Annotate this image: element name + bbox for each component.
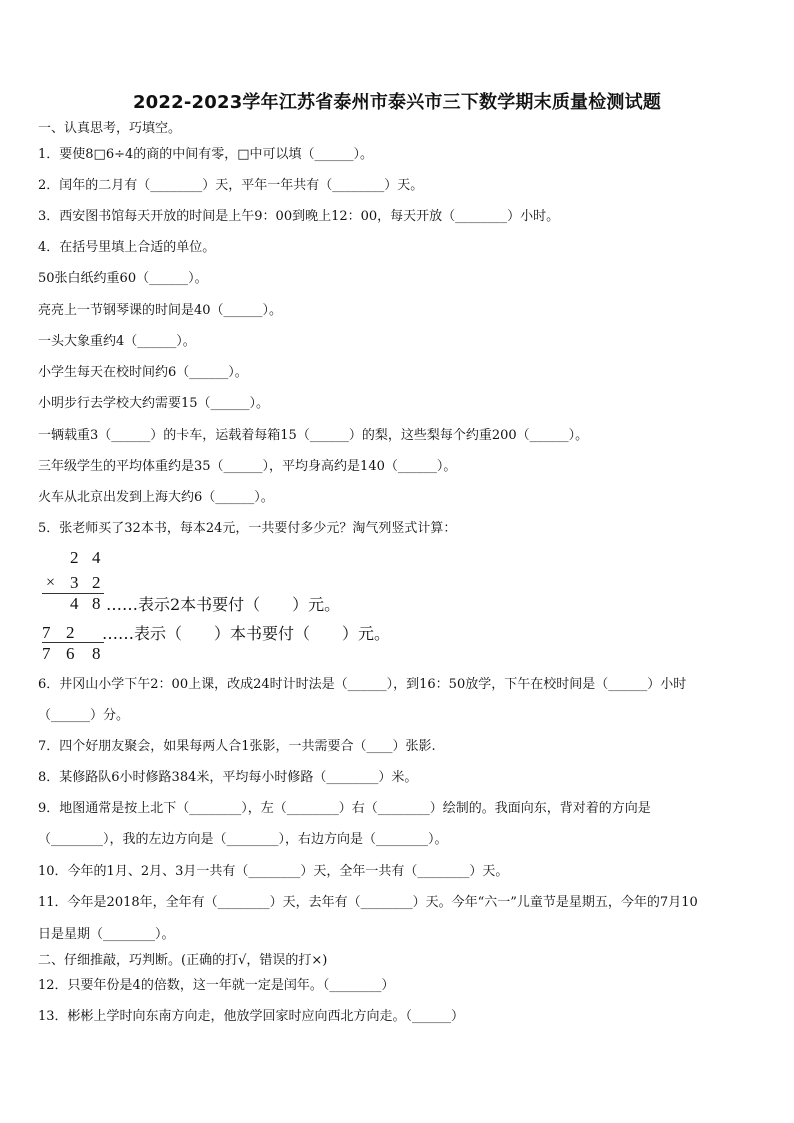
question-9-cont: （________），我的左边方向是（________），右边方向是（________）。 [38,832,448,847]
question-9: 9．地图通常是按上北下（________），左（________）右（________）绘制的。我面向东，背对着的方向是 [38,801,651,816]
question-5: 5．张老师买了32本书，每本24元，一共要付多少元？淘气列竖式计算： [38,521,457,536]
question-7: 7．四个好朋友聚会，如果每两人合1张影，一共需要合（____）张影. [38,739,436,754]
question-6-cont: （______）分。 [38,708,130,723]
calc-digit: 7 [42,644,51,663]
calc-digit: 4 [92,548,101,567]
calc-digit: 6 [66,644,75,663]
unit-item: 一头大象重约4（______）。 [38,334,196,349]
calc-digit: 8 [92,644,101,663]
question-1: 1．要使8□6÷4的商的中间有零，□中可以填（______）。 [38,147,374,162]
question-11: 11．今年是2018年，全年有（________）天，去年有（________）天。今年“六一”儿童节是星期五，今年的7月10 [38,895,698,910]
question-8: 8．某修路队6小时修路384米，平均每小时修路（________）米。 [38,770,418,785]
calc-digit: 3 [70,573,79,592]
calc-rule [42,642,104,643]
calc-digit: 8 [92,594,101,613]
question-11-cont: 日是星期（________）。 [38,927,175,942]
section-heading-1: 一、认真思考，巧填空。 [38,121,182,136]
multiply-sign: × [46,574,56,591]
question-13: 13．彬彬上学时向东南方向走，他放学回家时应向西北方向走。（______） [38,1009,465,1024]
calc-digit: 7 [42,623,51,642]
question-3: 3．西安图书馆每天开放的时间是上午9：00到晚上12：00，每天开放（________）小时。 [38,209,560,224]
page-title: 2022-2023学年江苏省泰州市泰兴市三下数学期末质量检测试题 [132,92,662,113]
calc-digit: 2 [66,623,75,642]
section-heading-2: 二、仔细推敲，巧判断。(正确的打√，错误的打×) [38,953,328,968]
vertical-multiplication [42,548,462,663]
calc-note-row4: ……表示（ ）本书要付（ ）元。 [102,624,391,643]
unit-item: 亮亮上一节钢琴课的时间是40（______）。 [38,303,283,318]
unit-item: 一辆载重3（______）的卡车，运载着每箱15（______）的梨，这些梨每个约重200（______）。 [38,428,589,443]
calc-digit: 2 [92,573,101,592]
calc-digit: 4 [70,594,79,613]
unit-item: 小明步行去学校大约需要15（______）。 [38,396,270,411]
unit-item: 小学生每天在校时间约6（______）。 [38,365,248,380]
unit-item: 火车从北京出发到上海大约6（______）。 [38,490,274,505]
question-10: 10．今年的1月、2月、3月一共有（________）天，全年一共有（________）天。 [38,864,509,879]
calc-note-row3: ……表示2本书要付（ ）元。 [106,595,341,614]
calc-digit: 2 [70,548,79,567]
question-4: 4．在括号里填上合适的单位。 [38,240,216,255]
question-2: 2．闰年的二月有（________）天，平年一年共有（________）天。 [38,178,424,193]
unit-item: 50张白纸约重60（______）。 [38,271,208,286]
unit-item: 三年级学生的平均体重约是35（______），平均身高约是140（______）。 [38,459,457,474]
question-12: 12．只要年份是4的倍数，这一年就一定是闰年。（________） [38,978,395,993]
question-6: 6．井冈山小学下午2：00上课，改成24时计时法是（______），到16：50放学，下午在校时间是（______）小时 [38,677,687,692]
